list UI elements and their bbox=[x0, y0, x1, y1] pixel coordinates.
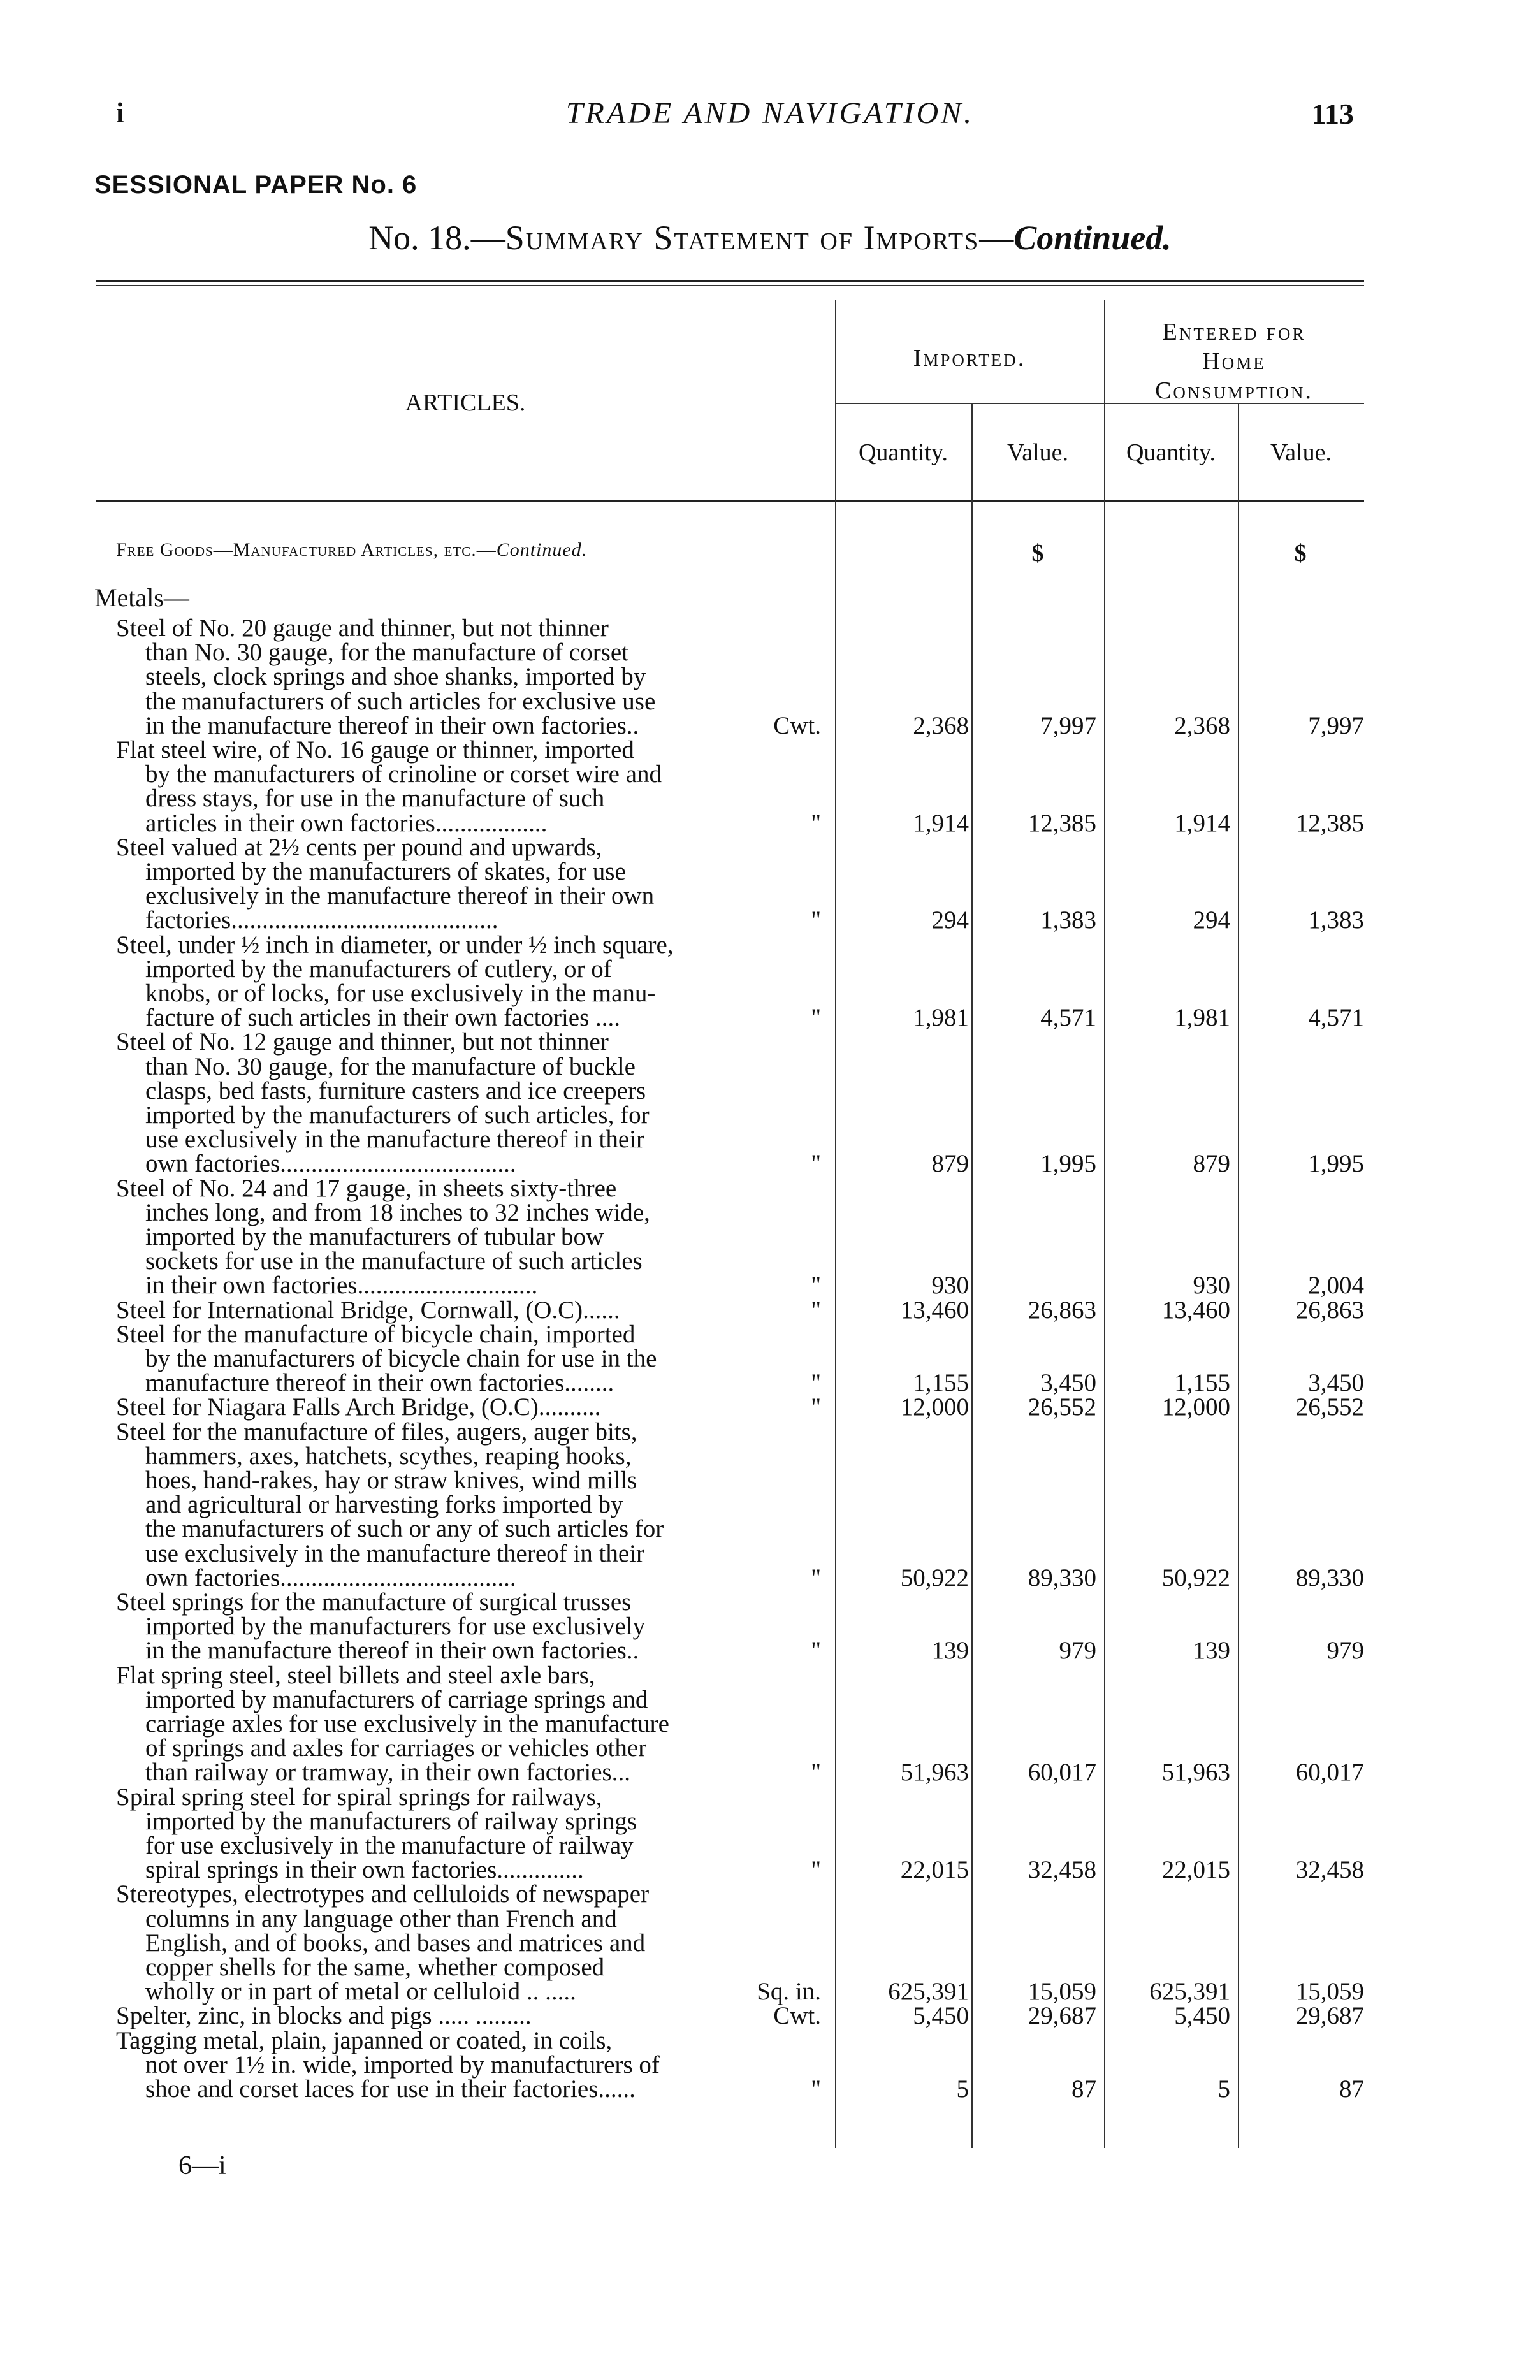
entered-quantity-cell: 51,963 bbox=[1161, 1759, 1230, 1787]
header-quantity-imported: Quantity. bbox=[858, 439, 948, 466]
article-description-line: by the manufacturers of bicycle chain for use in the bbox=[145, 1345, 657, 1372]
article-description-line: facture of such articles in their own factories .... bbox=[145, 1004, 621, 1032]
entered-quantity-cell: 1,155 bbox=[1174, 1369, 1230, 1397]
header-value-imported: Value. bbox=[1006, 439, 1069, 466]
article-unit: " bbox=[811, 1564, 821, 1592]
article-description-line: Steel of No. 24 and 17 gauge, in sheets sixty-three bbox=[116, 1174, 617, 1202]
article-description-line: steels, clock springs and shoe shanks, imported by bbox=[145, 663, 646, 691]
entered-quantity-cell: 12,000 bbox=[1161, 1393, 1230, 1421]
article-description-line: the manufacturers of such articles for exclusive use bbox=[145, 687, 656, 715]
imported-quantity-cell: 1,914 bbox=[913, 809, 969, 837]
article-unit: " bbox=[811, 1272, 821, 1300]
imported-value-cell: 4,571 bbox=[1040, 1004, 1096, 1032]
article-description-line: Steel valued at 2½ cents per pound and upwards, bbox=[116, 833, 602, 861]
entered-value-cell: 7,997 bbox=[1308, 711, 1364, 739]
entered-value-cell: 1,995 bbox=[1308, 1150, 1364, 1178]
imported-value-cell: 89,330 bbox=[1028, 1564, 1096, 1592]
article-description-line: than railway or tramway, in their own factories... bbox=[145, 1759, 630, 1787]
table-title-text: Summary Statement of Imports bbox=[505, 219, 980, 257]
section-label: Free Goods—Manufactured Articles, etc. bbox=[116, 539, 477, 560]
article-description-line: not over 1½ in. wide, imported by manufacturers of bbox=[145, 2050, 660, 2079]
imported-value-cell: 1,383 bbox=[1040, 906, 1096, 934]
running-head-left: i bbox=[116, 96, 124, 129]
article-unit: " bbox=[811, 1369, 821, 1397]
imported-value-cell: 29,687 bbox=[1028, 2002, 1096, 2030]
article-unit: " bbox=[811, 1637, 821, 1665]
imported-quantity-cell: 51,963 bbox=[900, 1759, 969, 1787]
article-description-line: hoes, hand-rakes, hay or straw knives, wind mills bbox=[145, 1467, 637, 1494]
article-description-line: Steel, under ½ inch in diameter, or under ½ inch square, bbox=[116, 931, 674, 959]
entered-quantity-cell: 294 bbox=[1193, 906, 1230, 934]
article-description-line: in the manufacture thereof in their own factories.. bbox=[145, 1637, 639, 1665]
page-number: 113 bbox=[1311, 98, 1354, 130]
imported-value-cell: 26,552 bbox=[1028, 1393, 1096, 1421]
entered-quantity-cell: 1,981 bbox=[1174, 1004, 1230, 1032]
article-description-line: by the manufacturers of crinoline or corset wire and bbox=[145, 760, 662, 788]
article-description-line: spiral springs in their own factories.............. bbox=[145, 1856, 584, 1884]
entered-value-cell: 26,552 bbox=[1295, 1393, 1364, 1421]
imported-value-cell: 979 bbox=[1059, 1637, 1096, 1665]
article-description-line: in their own factories............................. bbox=[145, 1272, 538, 1300]
entered-value-cell: 1,383 bbox=[1308, 906, 1364, 934]
article-description-line: Steel for the manufacture of bicycle chain, imported bbox=[116, 1320, 636, 1348]
header-value-entered: Value. bbox=[1270, 439, 1332, 466]
imported-value-cell: 1,995 bbox=[1040, 1150, 1096, 1178]
imported-quantity-cell: 294 bbox=[931, 906, 969, 934]
article-description-line: use exclusively in the manufacture thereof in their bbox=[145, 1126, 644, 1154]
imported-quantity-cell: 12,000 bbox=[900, 1393, 969, 1421]
section-heading: Free Goods—Manufactured Articles, etc.—Continued. bbox=[116, 539, 588, 560]
article-description-line: wholly or in part of metal or celluloid .. ..... bbox=[145, 1978, 576, 2006]
article-unit: " bbox=[811, 809, 821, 837]
entered-quantity-cell: 139 bbox=[1193, 1637, 1230, 1665]
table-top-rule bbox=[96, 280, 1364, 282]
article-description-line: Flat steel wire, of No. 16 gauge or thinner, imported bbox=[116, 736, 634, 764]
table-top-rule-inner bbox=[96, 285, 1364, 286]
running-head-title: TRADE AND NAVIGATION. bbox=[565, 96, 975, 130]
article-unit: Sq. in. bbox=[757, 1978, 821, 2006]
column-divider-4 bbox=[1238, 403, 1239, 2148]
article-description-line: imported by the manufacturers of railway springs bbox=[145, 1807, 637, 1835]
entered-quantity-cell: 625,391 bbox=[1149, 1978, 1230, 2006]
header-entered-line1: Entered for bbox=[1162, 319, 1306, 345]
currency-symbol-imported: $ bbox=[1031, 540, 1044, 567]
article-description-line: than No. 30 gauge, for the manufacture of corset bbox=[145, 639, 629, 667]
imported-quantity-cell: 50,922 bbox=[900, 1564, 969, 1592]
imported-quantity-cell: 13,460 bbox=[900, 1296, 969, 1324]
header-entered-line2: Home bbox=[1202, 348, 1266, 375]
article-description-line: carriage axles for use exclusively in the manufacture bbox=[145, 1710, 669, 1738]
article-unit: " bbox=[811, 906, 821, 934]
article-description-line: clasps, bed fasts, furniture casters and ice creepers bbox=[145, 1077, 646, 1105]
entered-value-cell: 60,017 bbox=[1295, 1759, 1364, 1787]
table-number: No. 18. bbox=[368, 219, 471, 257]
entered-quantity-cell: 22,015 bbox=[1161, 1856, 1230, 1884]
article-description-line: factories........................................... bbox=[145, 906, 498, 934]
article-description-line: Tagging metal, plain, japanned or coated, in coils, bbox=[116, 2026, 613, 2054]
article-unit: Cwt. bbox=[773, 2002, 821, 2030]
article-description-line: Steel for Niagara Falls Arch Bridge, (O.C).......... bbox=[116, 1393, 601, 1421]
article-description-line: English, and of books, and bases and matrices and bbox=[145, 1929, 646, 1957]
subheading-metals: Metals— bbox=[94, 583, 189, 612]
imported-quantity-cell: 930 bbox=[931, 1272, 969, 1300]
article-description-line: Stereotypes, electrotypes and celluloids of newspaper bbox=[116, 1880, 650, 1908]
article-unit: " bbox=[811, 2075, 821, 2103]
article-description-line: sockets for use in the manufacture of such articles bbox=[145, 1247, 643, 1275]
imported-quantity-cell: 1,155 bbox=[913, 1369, 969, 1397]
article-description-line: Steel of No. 20 gauge and thinner, but not thinner bbox=[116, 614, 609, 642]
entered-quantity-cell: 2,368 bbox=[1174, 711, 1230, 739]
article-description-line: Flat spring steel, steel billets and steel axle bars, bbox=[116, 1661, 595, 1689]
header-entered-line3: Consumption. bbox=[1155, 377, 1313, 404]
imported-quantity-cell: 5,450 bbox=[913, 2002, 969, 2030]
article-unit: " bbox=[811, 1393, 821, 1421]
imported-value-cell: 87 bbox=[1071, 2075, 1096, 2103]
article-description-line: inches long, and from 18 inches to 32 inches wide, bbox=[145, 1198, 650, 1226]
article-description-line: of springs and axles for carriages or vehicles other bbox=[145, 1734, 647, 1762]
article-description-line: columns in any language other than French and bbox=[145, 1905, 617, 1933]
entered-value-cell: 26,863 bbox=[1295, 1296, 1364, 1324]
sessional-paper-label: SESSIONAL PAPER No. 6 bbox=[94, 171, 418, 199]
entered-quantity-cell: 879 bbox=[1193, 1150, 1230, 1178]
article-unit: " bbox=[811, 1150, 821, 1178]
article-description-line: exclusively in the manufacture thereof in their own bbox=[145, 882, 655, 910]
article-description-line: use exclusively in the manufacture thereof in their bbox=[145, 1539, 644, 1567]
article-unit: " bbox=[811, 1296, 821, 1324]
entered-value-cell: 32,458 bbox=[1295, 1856, 1364, 1884]
article-description-line: imported by the manufacturers of such articles, for bbox=[145, 1101, 650, 1129]
imported-quantity-cell: 22,015 bbox=[900, 1856, 969, 1884]
article-description-line: and agricultural or harvesting forks imported by bbox=[145, 1491, 623, 1519]
article-description-line: imported by the manufacturers of tubular bow bbox=[145, 1223, 604, 1251]
entered-quantity-cell: 930 bbox=[1193, 1272, 1230, 1300]
imported-quantity-cell: 139 bbox=[931, 1637, 969, 1665]
entered-value-cell: 29,687 bbox=[1295, 2002, 1364, 2030]
header-bottom-rule bbox=[96, 500, 1364, 502]
article-description-line: manufacture thereof in their own factories........ bbox=[145, 1369, 614, 1397]
imported-value-cell: 12,385 bbox=[1028, 809, 1096, 837]
article-description-line: Steel of No. 12 gauge and thinner, but not thinner bbox=[116, 1028, 609, 1056]
article-unit: Cwt. bbox=[773, 711, 821, 739]
entered-quantity-cell: 1,914 bbox=[1174, 809, 1230, 837]
entered-value-cell: 15,059 bbox=[1295, 1978, 1364, 2006]
imported-quantity-cell: 1,981 bbox=[913, 1004, 969, 1032]
entered-value-cell: 4,571 bbox=[1308, 1004, 1364, 1032]
article-description-line: knobs, or of locks, for use exclusively in the manu- bbox=[145, 980, 656, 1007]
article-description-line: imported by the manufacturers of cutlery, or of bbox=[145, 955, 612, 983]
entered-quantity-cell: 13,460 bbox=[1161, 1296, 1230, 1324]
article-description-line: Steel springs for the manufacture of surgical trusses bbox=[116, 1588, 632, 1616]
entered-quantity-cell: 5,450 bbox=[1174, 2002, 1230, 2030]
article-description-line: Spelter, zinc, in blocks and pigs ..... ......... bbox=[116, 2002, 532, 2030]
imported-quantity-cell: 879 bbox=[931, 1150, 969, 1178]
column-divider-2 bbox=[971, 403, 973, 2148]
entered-value-cell: 2,004 bbox=[1308, 1272, 1364, 1300]
article-description-line: imported by the manufacturers for use exclusively bbox=[145, 1613, 646, 1641]
imported-value-cell: 60,017 bbox=[1028, 1759, 1096, 1787]
header-quantity-entered: Quantity. bbox=[1126, 439, 1216, 466]
article-description-line: hammers, axes, hatchets, scythes, reaping hooks, bbox=[145, 1442, 632, 1470]
footer-signature: 6—i bbox=[178, 2151, 226, 2180]
section-continued: Continued. bbox=[496, 539, 588, 560]
entered-value-cell: 979 bbox=[1326, 1637, 1364, 1665]
article-description-line: for use exclusively in the manufacture of railway bbox=[145, 1832, 634, 1859]
article-description-line: Steel for the manufacture of files, augers, auger bits, bbox=[116, 1418, 637, 1446]
table-title-continued: Continued. bbox=[1013, 219, 1172, 257]
imported-value-cell: 32,458 bbox=[1028, 1856, 1096, 1884]
article-description-line: imported by the manufacturers of skates, for use bbox=[145, 858, 626, 885]
currency-symbol-entered: $ bbox=[1294, 540, 1307, 567]
entered-value-cell: 3,450 bbox=[1308, 1369, 1364, 1397]
header-entered-home-consumption bbox=[1104, 317, 1364, 405]
article-description-line: own factories...................................... bbox=[145, 1564, 516, 1592]
article-unit: " bbox=[811, 1856, 821, 1884]
imported-quantity-cell: 5 bbox=[956, 2075, 969, 2103]
article-description-line: copper shells for the same, whether composed bbox=[145, 1954, 605, 1981]
article-unit: " bbox=[811, 1004, 821, 1032]
header-imported: Imported. bbox=[913, 345, 1026, 372]
entered-value-cell: 12,385 bbox=[1295, 809, 1364, 837]
table-title: No. 18.—Summary Statement of Imports—Continued. bbox=[368, 219, 1172, 257]
article-description-line: shoe and corset laces for use in their factories...... bbox=[145, 2075, 636, 2103]
article-unit: " bbox=[811, 1759, 821, 1787]
article-description-line: dress stays, for use in the manufacture of such bbox=[145, 785, 605, 813]
column-divider-3 bbox=[1104, 300, 1105, 2148]
article-description-line: Steel for International Bridge, Cornwall, (O.C)...... bbox=[116, 1296, 620, 1324]
imported-value-cell: 7,997 bbox=[1040, 711, 1096, 739]
imported-value-cell: 3,450 bbox=[1040, 1369, 1096, 1397]
imported-value-cell: 26,863 bbox=[1028, 1296, 1096, 1324]
article-description-line: the manufacturers of such or any of such articles for bbox=[145, 1515, 664, 1543]
article-description-line: articles in their own factories.................. bbox=[145, 809, 548, 837]
imported-quantity-cell: 2,368 bbox=[913, 711, 969, 739]
article-description-line: own factories...................................... bbox=[145, 1150, 516, 1178]
imported-quantity-cell: 625,391 bbox=[888, 1978, 969, 2006]
entered-quantity-cell: 50,922 bbox=[1161, 1564, 1230, 1592]
entered-value-cell: 87 bbox=[1339, 2075, 1364, 2103]
article-description-line: imported by manufacturers of carriage springs and bbox=[145, 1685, 648, 1713]
header-articles: ARTICLES. bbox=[405, 389, 526, 416]
entered-quantity-cell: 5 bbox=[1217, 2075, 1230, 2103]
article-description-line: in the manufacture thereof in their own factories.. bbox=[145, 711, 639, 739]
imported-value-cell: 15,059 bbox=[1028, 1978, 1096, 2006]
article-description-line: than No. 30 gauge, for the manufacture of buckle bbox=[145, 1052, 636, 1080]
article-description-line: Spiral spring steel for spiral springs for railways, bbox=[116, 1783, 602, 1811]
entered-value-cell: 89,330 bbox=[1295, 1564, 1364, 1592]
